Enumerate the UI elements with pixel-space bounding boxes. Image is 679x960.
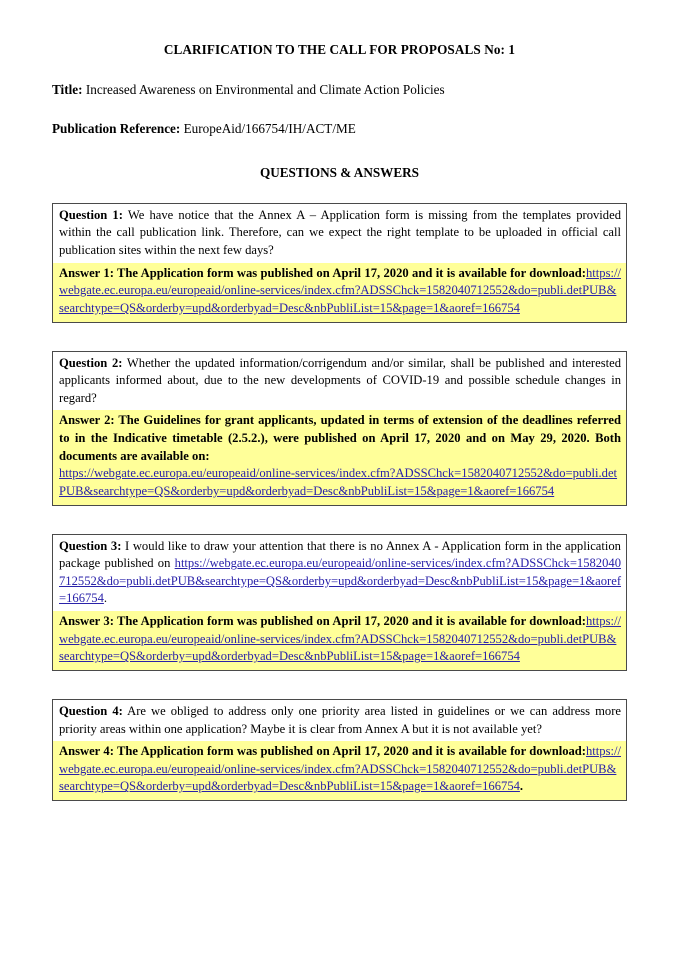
publication-reference-value: EuropeAid/166754/IH/ACT/ME: [180, 121, 356, 137]
answer-label-4: Answer 4:: [59, 744, 114, 759]
answer-link-2[interactable]: https://webgate.ec.europa.eu/europeaid/online-services/index.cfm?ADSSChck=1582040712552&do=publi.detPUB&searchtype=QS&orderby=upd&orderbyad=Desc&nbPubliList=15&page=1&aoref=166754: [59, 466, 618, 498]
answer-body-4: The Application form was published on April 17, 2020 and it is available for download:: [113, 744, 586, 759]
question-text-1: [53, 204, 626, 263]
question-body-1: We have notice that the Annex A – Application form is missing from the templates provided within the call publication link. Therefore, can we expect the right template to be uploaded in official call publication sites within the next few days?: [59, 207, 621, 258]
qa-block: [52, 699, 627, 801]
question-text-3: [53, 535, 626, 612]
question-trailing-3: .: [103, 591, 108, 606]
qa-block: [52, 203, 627, 323]
answer-link-3[interactable]: https://webgate.ec.europa.eu/europeaid/online-services/index.cfm?ADSSChck=1582040712552&do=publi.detPUB&searchtype=QS&orderby=upd&orderbyad=Desc&nbPubliList=15&page=1&aoref=166754: [59, 614, 621, 664]
answer-body-1: The Application form was published on April 17, 2020 and it is available for download:: [113, 265, 586, 280]
question-label-3: Question 3:: [59, 538, 122, 553]
question-text-2: [53, 352, 626, 411]
question-label-1: Question 1:: [59, 207, 123, 222]
questions-answers-heading: QUESTIONS & ANSWERS: [259, 164, 420, 180]
question-body-2: Whether the updated information/corrigendum and/or similar, shall be published and interested applicants informed about, due to the new developments of COVID-19 and possible schedule changes in regard?: [59, 355, 621, 405]
answer-text-2: [53, 410, 626, 504]
answer-body-2: The Guidelines for grant applicants, updated in terms of extension of the deadlines referred to in the Indicative timetable (2.5.2.), were published on April 17, 2020 and on May 29, 2020. Both documents are available on:: [59, 413, 622, 463]
answer-trailing-4: .: [519, 779, 524, 794]
page-title: CLARIFICATION TO THE CALL FOR PROPOSALS No: 1: [163, 42, 516, 57]
question-body-4: Are we obliged to address only one priority area listed in guidelines or we can address more priority areas within one application? Maybe it is clear from Annex A but it is not available yet?: [59, 703, 621, 736]
title-field-line: [52, 58, 627, 99]
title-field-label: Title:: [52, 81, 83, 97]
answer-body-3: The Application form was published on April 17, 2020 and it is available for download:: [113, 614, 586, 629]
answer-link-4[interactable]: https://webgate.ec.europa.eu/europeaid/online-services/index.cfm?ADSSChck=1582040712552&do=publi.detPUB&searchtype=QS&orderby=upd&orderbyad=Desc&nbPubliList=15&page=1&aoref=166754: [59, 744, 621, 794]
question-label-4: Question 4:: [59, 703, 123, 718]
answer-text-4: [53, 741, 626, 800]
question-label-2: Question 2:: [59, 355, 123, 370]
question-body-3: I would like to draw your attention that there is no Annex A - Application form in the application package published on: [59, 538, 621, 571]
answer-text-3: [53, 611, 626, 670]
title-field-value: Increased Awareness on Environmental and Climate Action Policies: [82, 81, 445, 97]
qa-block: [52, 534, 627, 671]
answer-label-1: Answer 1:: [59, 265, 114, 280]
answer-link-1[interactable]: https://webgate.ec.europa.eu/europeaid/online-services/index.cfm?ADSSChck=1582040712552&do=publi.detPUB&searchtype=QS&orderby=upd&orderbyad=Desc&nbPubliList=15&page=1&aoref=166754: [59, 265, 621, 315]
question-text-4: [53, 700, 626, 741]
publication-reference-line: [52, 98, 627, 138]
answer-text-1: [53, 263, 626, 322]
qa-list: [52, 203, 627, 801]
publication-reference-label: Publication Reference:: [52, 121, 181, 137]
answer-label-3: Answer 3:: [59, 614, 114, 629]
question-link-3[interactable]: https://webgate.ec.europa.eu/europeaid/online-services/index.cfm?ADSSChck=1582040712552&do=publi.detPUB&searchtype=QS&orderby=upd&orderbyad=Desc&nbPubliList=15&page=1&aoref=166754: [59, 556, 622, 606]
answer-label-2: Answer 2:: [59, 413, 115, 428]
qa-block: [52, 351, 627, 506]
